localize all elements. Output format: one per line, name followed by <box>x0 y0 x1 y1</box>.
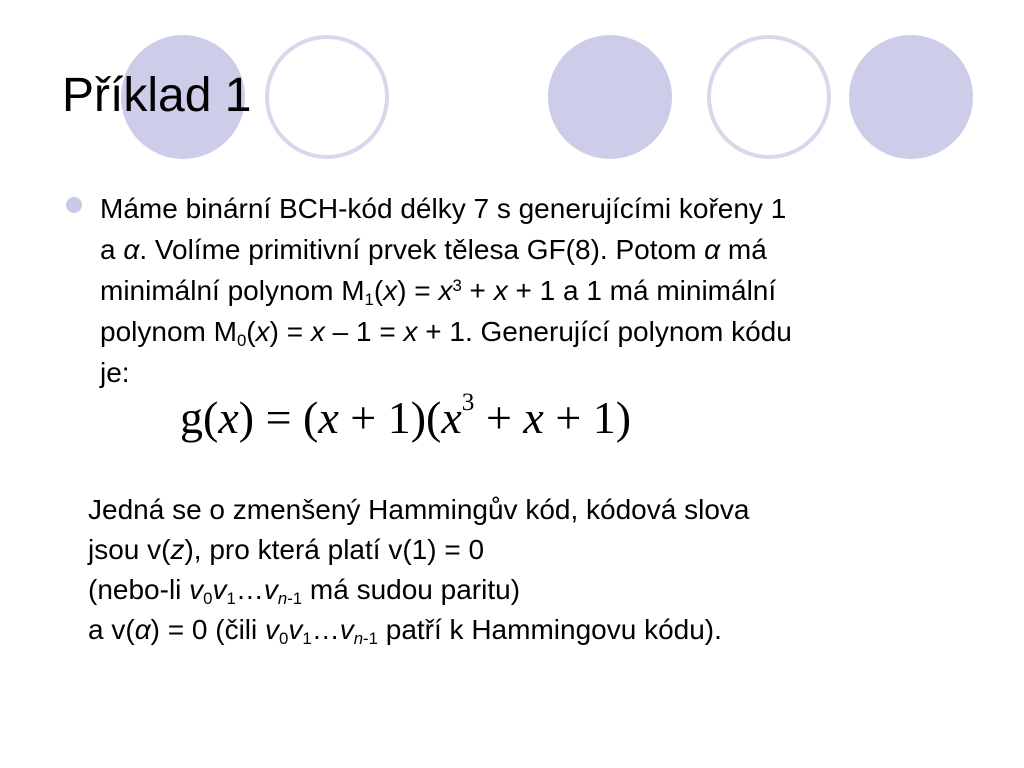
hamming-note <box>88 490 988 650</box>
circle-outline-2 <box>709 37 829 157</box>
note-line-2: jsou v(z), pro která platí v(1) = 0 <box>88 534 485 565</box>
bullet-line-5: je: <box>100 357 130 388</box>
circle-filled-3 <box>849 35 973 159</box>
circle-filled-2 <box>548 35 672 159</box>
note-line-4: a v(α) = 0 (čili $v_0v_1\dots v_{n-1}$ patří k Hammingovu kódu). <box>88 614 722 649</box>
bullet-line-2: a α. Volíme primitivní prvek tělesa GF(8). Potom α má <box>100 234 767 265</box>
bullet-line-4: polynom $M_0(x) = x - 1 = x + 1$. Generující polynom kódu <box>100 316 792 351</box>
bullet-line-3: minimální polynom $M_1(x) = x^3 + x + 1$ a 1 má minimální <box>100 275 777 310</box>
bullet-text <box>100 188 980 393</box>
note-line-3: (nebo-li $v_0v_1\dots v_{n-1}$ má sudou paritu) <box>88 574 521 609</box>
circle-outline-1 <box>267 37 387 157</box>
slide-title: Příklad 1 <box>62 69 252 122</box>
generator-polynomial-formula: $g(x) = (x + 1)(x^3 + x + 1)$ <box>180 388 632 443</box>
bullet-icon <box>66 197 82 213</box>
note-line-1: Jedná se o zmenšený Hammingův kód, kódová slova <box>88 494 750 525</box>
bullet-line-1: Máme binární BCH-kód délky 7 s generujícími kořeny 1 <box>100 193 787 224</box>
